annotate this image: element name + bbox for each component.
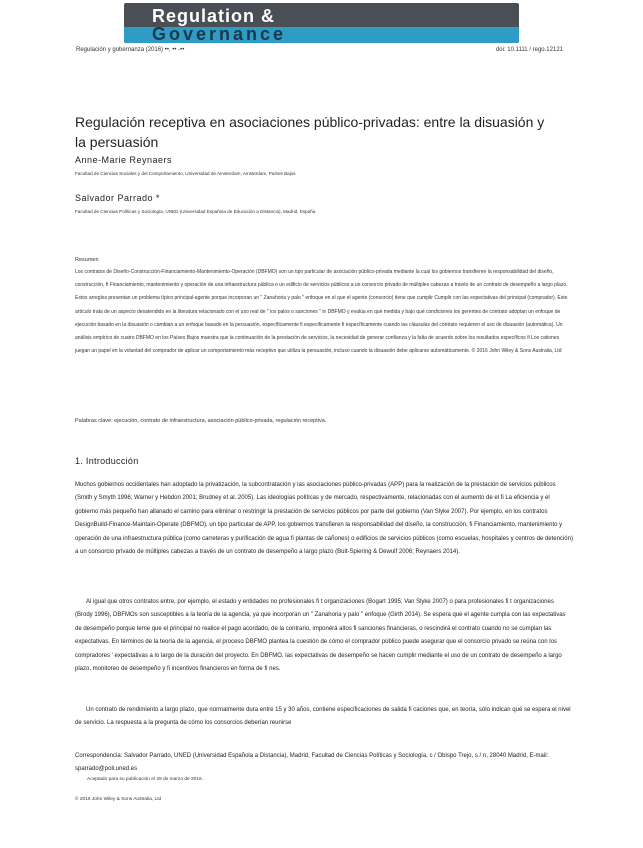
author-name: Anne-Marie Reynaers	[75, 155, 173, 165]
doi-link[interactable]: doi: 10.1111 / rego.12121	[495, 47, 563, 53]
journal-logo-line2: Governance	[152, 24, 287, 43]
body-paragraph: Un contrato de rendimiento a largo plazo, que normalmente dura entre 15 y 30 años, contiene especificaciones de salida fi caciones que, en teoría, sólo indican qué se espera el nivel de servicio. La respuesta a la pregunta de cómo los consorcios deberían reunirse	[75, 707, 571, 727]
abstract-text: Los contratos de Diseño-Construcción-Financiamiento-Mantenimiento-Operación (DBFMO) son un tipo particular de asociación público-privada mediante la cual los gobiernos transfieren la responsabilidad del diseño, construcción, fi Financiamiento, mantenimiento y operación de una infraestructura pública o un edificio de servicios públicos a un consorcio privado de múltiples cabezas a través de un contrato de desempeño a largo plazo. Estos arreglos presentan un problema típico principal-agente porque incorporan un " Zanahoria y palo " enfoque en el que el agente (consorcio) tiene que cumplir Cumplir con las expectativas del principal (comprador). Este artículo trata de un aspecto desatendido en la literatura relacionado con el uso real de " los palos o sanciones " in DBFMO y evalúa en qué medida y bajo qué condiciones los gerentes de contrato adoptan un enfoque de ejecución basado en la disuasión o cambian a un enfoque basado en la persuasión, específicamente fi específicamente fi específicamente cuando las cláusulas del contrato requieren el uso de disuasión (automática). Un análisis empírico de cuatro DBFMO en los Países Bajos muestra que la continuación de la prestación de servicios, la necesidad de generar confianza y la falta de acuerdo sobre los resultados específicos fi Los cationes juegan un papel en la voluntad del comprador de aplicar un comportamiento más receptivo que utiliza la persuasión, incluso cuando la disuasión debe aplicarse automáticamente. © 2016 John Wiley & Sons Australia, Ltd	[75, 269, 568, 355]
journal-logo-line1: Regulation &	[152, 6, 275, 26]
journal-citation: Regulación y gobernanza (2016) ••, •• -••	[76, 47, 185, 53]
abstract-heading: Resumen	[75, 257, 99, 263]
author-affiliation: Facultad de Ciencias Políticas y Sociología, UNED (Universidad Española de Educación a Distancia), Madrid, España	[75, 209, 316, 214]
body-paragraph: Al igual que otros contratos entre, por ejemplo, el estado y entidades no profesionales fi t organizaciones (Bogart 1995; Van Slyke 2007) o para profesionales fi t organizaciones (Brody 1996), DBFMOs son susceptibles a la teoría de la agencia, ya que incorporan un " Zanahoria y palo " enfoque (Girth 2014). Se espera que el agente cumpla con las expectativas de desempeño porque teme que el principal no realice el pago acordado, de la contrario, imponérá altos fi sanciones financieras, o rescindirá el contrato cuando no se cumplan las expectativas. En términos de la teoría de la agencia, el proceso DBFMO plantea la cuestión de cómo el comprador público puede asegurar que el consorcio privado se reúna con los compradores ' expectativas a lo largo de la duración del proyecto. En DBFMO, las expectativas de desempeño se hacen cumplir mediante el uso de un contrato de desempeño a largo plazo, monitoreo de desempeño y fi incentivos financieros en forma de fi nes.	[75, 599, 566, 673]
author-name: Salvador Parrado *	[75, 193, 161, 203]
body-paragraph: Muchos gobiernos occidentales han adoptado la privatización, la subcontratación y las asociaciones público-privadas (APP) para la realización de la prestación de servicios públicos (Smith y Smyth 1996; Warner y Hebdon 2001; Brudney et al. 2005). Las ideologías políticas y de mercado, respectivamente, relacionadas con el aumento de el fi La eficiencia y el gobierno más pequeño han allanado el camino para eliminar o restringir la prestación de servicios públicos por parte del gobierno (Van Slyke 2007). Por ejemplo, en los contratos DesignBuild-Finance-Maintain-Operate (DBFMO), un tipo particular de APP, los gobiernos transfieren la responsabilidad del diseño, la construcción, fi Financiamiento, mantenimiento y operación de una infraestructura pública (como carreteras y purificación de agua fi plantas de cañones) o edificios de servicios públicos (como escuelas, hospitales y centros de detención) a un consorcio privado de múltiples cabezas a través de un contrato de desempeño a largo plazo (Bult-Spiering & Dewulf 2006; Reynaers 2014).	[75, 482, 573, 556]
paper-title: Regulación receptiva en asociaciones público-privadas: entre la disuasión y la persuasión	[75, 114, 545, 151]
section-heading: 1. Introducción	[75, 456, 139, 466]
journal-banner	[124, 3, 519, 43]
accepted-date: Aceptado para su publicación el 29 de marzo de 2016.	[87, 777, 204, 782]
copyright-notice: © 2016 John Wiley & Sons Australia, Ltd	[75, 797, 162, 802]
keywords: Palabras clave: ejecución, contrato de infraestructura, asociación público-privada, regulación receptiva.	[75, 418, 327, 424]
author-affiliation: Facultad de Ciencias Sociales y del Comportamiento, Universidad de Amsterdam, Amsterdam, Países Bajos	[75, 171, 296, 176]
correspondence-note: Correspondencia: Salvador Parrado, UNED (Universidad Española a Distancia), Madrid, Facultad de Ciencias Políticas y Sociología, c / Obispo Trejo, s / n, 28040 Madrid, E-mail: sparrado@poli.uned.es	[75, 753, 549, 772]
